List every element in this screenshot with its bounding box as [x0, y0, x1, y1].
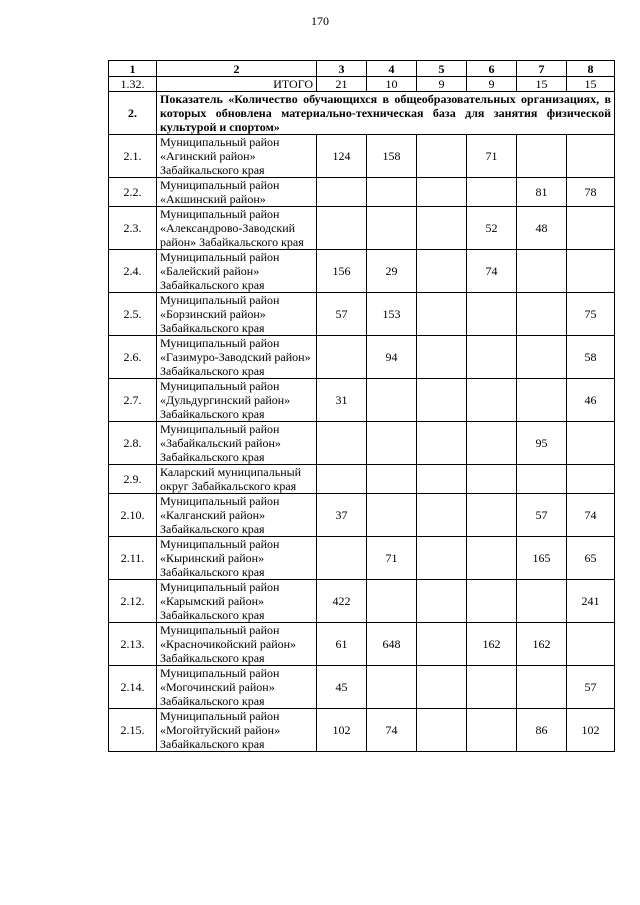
table-row: [109, 178, 615, 207]
row-number: 2.2.: [109, 178, 157, 207]
value-cell: [517, 465, 567, 494]
value-cell: [567, 623, 615, 666]
value-cell: 74: [467, 250, 517, 293]
value-cell: 65: [567, 537, 615, 580]
value-cell: 162: [517, 623, 567, 666]
value-cell: 422: [317, 580, 367, 623]
value-cell: 57: [517, 494, 567, 537]
municipality-name: Муниципальный район «Могочинский район» Забайкальского края: [157, 666, 317, 709]
municipality-name: Муниципальный район «Агинский район» Забайкальского края: [157, 135, 317, 178]
row-number: 2.14.: [109, 666, 157, 709]
value-cell: 165: [517, 537, 567, 580]
row-number: 2.1.: [109, 135, 157, 178]
value-cell: 241: [567, 580, 615, 623]
value-cell: [467, 537, 517, 580]
municipality-name: Муниципальный район «Кыринский район» Забайкальского края: [157, 537, 317, 580]
value-cell: 10: [367, 77, 417, 92]
table-row: [109, 709, 615, 752]
value-cell: [567, 250, 615, 293]
value-cell: [517, 666, 567, 709]
value-cell: 95: [517, 422, 567, 465]
value-cell: [517, 250, 567, 293]
header-cell: 5: [417, 61, 467, 77]
value-cell: [317, 207, 367, 250]
value-cell: 81: [517, 178, 567, 207]
value-cell: [567, 207, 615, 250]
section-number: 2.: [109, 92, 157, 135]
value-cell: [417, 293, 467, 336]
municipality-name: Каларский муниципальный округ Забайкальского края: [157, 465, 317, 494]
value-cell: [517, 580, 567, 623]
value-cell: 71: [367, 537, 417, 580]
value-cell: [467, 336, 517, 379]
table-row: [109, 207, 615, 250]
value-cell: 102: [567, 709, 615, 752]
municipality-name: Муниципальный район «Калганский район» Забайкальского края: [157, 494, 317, 537]
value-cell: [467, 178, 517, 207]
value-cell: 162: [467, 623, 517, 666]
row-number: 2.13.: [109, 623, 157, 666]
header-cell: 8: [567, 61, 615, 77]
value-cell: [517, 135, 567, 178]
value-cell: 46: [567, 379, 615, 422]
table-row: [109, 537, 615, 580]
value-cell: [367, 379, 417, 422]
header-cell: 4: [367, 61, 417, 77]
municipality-name: Муниципальный район «Александрово-Заводский район» Забайкальского края: [157, 207, 317, 250]
value-cell: [317, 336, 367, 379]
value-cell: [417, 709, 467, 752]
value-cell: 9: [417, 77, 467, 92]
data-table: [108, 60, 615, 752]
table-row: [109, 250, 615, 293]
value-cell: 57: [317, 293, 367, 336]
municipality-name: Муниципальный район «Карымский район» Забайкальского края: [157, 580, 317, 623]
municipality-name: Муниципальный район «Газимуро-Заводский район» Забайкальского края: [157, 336, 317, 379]
table-row: [109, 336, 615, 379]
value-cell: [367, 178, 417, 207]
table-row: [109, 666, 615, 709]
header-cell: 2: [157, 61, 317, 77]
table-row: [109, 465, 615, 494]
row-number: 2.5.: [109, 293, 157, 336]
value-cell: 86: [517, 709, 567, 752]
value-cell: 158: [367, 135, 417, 178]
value-cell: [467, 379, 517, 422]
value-cell: [367, 580, 417, 623]
value-cell: 29: [367, 250, 417, 293]
value-cell: [517, 379, 567, 422]
header-cell: 3: [317, 61, 367, 77]
value-cell: 75: [567, 293, 615, 336]
value-cell: 102: [317, 709, 367, 752]
value-cell: [567, 465, 615, 494]
value-cell: [417, 336, 467, 379]
table-row: [109, 135, 615, 178]
value-cell: 94: [367, 336, 417, 379]
municipality-name: Муниципальный район «Борзинский район» Забайкальского края: [157, 293, 317, 336]
value-cell: [417, 623, 467, 666]
table-row: [109, 494, 615, 537]
municipality-name: Муниципальный район «Забайкальский район» Забайкальского края: [157, 422, 317, 465]
value-cell: [317, 422, 367, 465]
value-cell: 124: [317, 135, 367, 178]
table-row: [109, 623, 615, 666]
value-cell: [567, 135, 615, 178]
value-cell: [467, 293, 517, 336]
value-cell: 15: [567, 77, 615, 92]
row-number: 2.8.: [109, 422, 157, 465]
table-row: [109, 293, 615, 336]
value-cell: 37: [317, 494, 367, 537]
value-cell: 58: [567, 336, 615, 379]
value-cell: [417, 422, 467, 465]
value-cell: [467, 580, 517, 623]
value-cell: [467, 465, 517, 494]
municipality-name: Муниципальный район «Красночикойский район» Забайкальского края: [157, 623, 317, 666]
municipality-name: Муниципальный район «Балейский район» Забайкальского края: [157, 250, 317, 293]
itogo-row: [109, 77, 615, 92]
value-cell: [417, 666, 467, 709]
value-cell: 31: [317, 379, 367, 422]
value-cell: 78: [567, 178, 615, 207]
value-cell: 48: [517, 207, 567, 250]
row-number: 2.4.: [109, 250, 157, 293]
value-cell: [317, 465, 367, 494]
section-title: Показатель «Количество обучающихся в общеобразовательных организациях, в которых обновлена материально-техническая база для занятия физической культурой и спортом»: [157, 92, 615, 135]
value-cell: [417, 379, 467, 422]
value-cell: [417, 494, 467, 537]
header-cell: 7: [517, 61, 567, 77]
itogo-label: ИТОГО: [157, 77, 317, 92]
value-cell: 45: [317, 666, 367, 709]
value-cell: [567, 422, 615, 465]
value-cell: 21: [317, 77, 367, 92]
row-number: 1.32.: [109, 77, 157, 92]
value-cell: 156: [317, 250, 367, 293]
value-cell: [417, 537, 467, 580]
value-cell: [467, 494, 517, 537]
value-cell: [417, 580, 467, 623]
table-row: [109, 580, 615, 623]
value-cell: 57: [567, 666, 615, 709]
value-cell: 9: [467, 77, 517, 92]
value-cell: [467, 709, 517, 752]
row-number: 2.3.: [109, 207, 157, 250]
value-cell: 648: [367, 623, 417, 666]
municipality-name: Муниципальный район «Акшинский район»: [157, 178, 317, 207]
value-cell: [467, 666, 517, 709]
value-cell: [517, 293, 567, 336]
row-number: 2.6.: [109, 336, 157, 379]
value-cell: 74: [567, 494, 615, 537]
row-number: 2.10.: [109, 494, 157, 537]
row-number: 2.11.: [109, 537, 157, 580]
table-row: [109, 422, 615, 465]
value-cell: [367, 207, 417, 250]
value-cell: [367, 494, 417, 537]
value-cell: [417, 207, 467, 250]
value-cell: [417, 250, 467, 293]
row-number: 2.7.: [109, 379, 157, 422]
section-row: [109, 92, 615, 135]
value-cell: 61: [317, 623, 367, 666]
value-cell: [317, 537, 367, 580]
row-number: 2.12.: [109, 580, 157, 623]
row-number: 2.9.: [109, 465, 157, 494]
value-cell: 71: [467, 135, 517, 178]
value-cell: 15: [517, 77, 567, 92]
table-row: [109, 379, 615, 422]
value-cell: [367, 666, 417, 709]
header-row: [109, 61, 615, 77]
value-cell: [517, 336, 567, 379]
value-cell: 52: [467, 207, 517, 250]
value-cell: [367, 465, 417, 494]
header-cell: 6: [467, 61, 517, 77]
value-cell: 153: [367, 293, 417, 336]
municipality-name: Муниципальный район «Дульдургинский район» Забайкальского края: [157, 379, 317, 422]
value-cell: [367, 422, 417, 465]
value-cell: 74: [367, 709, 417, 752]
value-cell: [417, 178, 467, 207]
value-cell: [317, 178, 367, 207]
value-cell: [417, 465, 467, 494]
value-cell: [417, 135, 467, 178]
row-number: 2.15.: [109, 709, 157, 752]
value-cell: [467, 422, 517, 465]
page-number: 170: [311, 14, 329, 28]
municipality-name: Муниципальный район «Могойтуйский район» Забайкальского края: [157, 709, 317, 752]
header-cell: 1: [109, 61, 157, 77]
